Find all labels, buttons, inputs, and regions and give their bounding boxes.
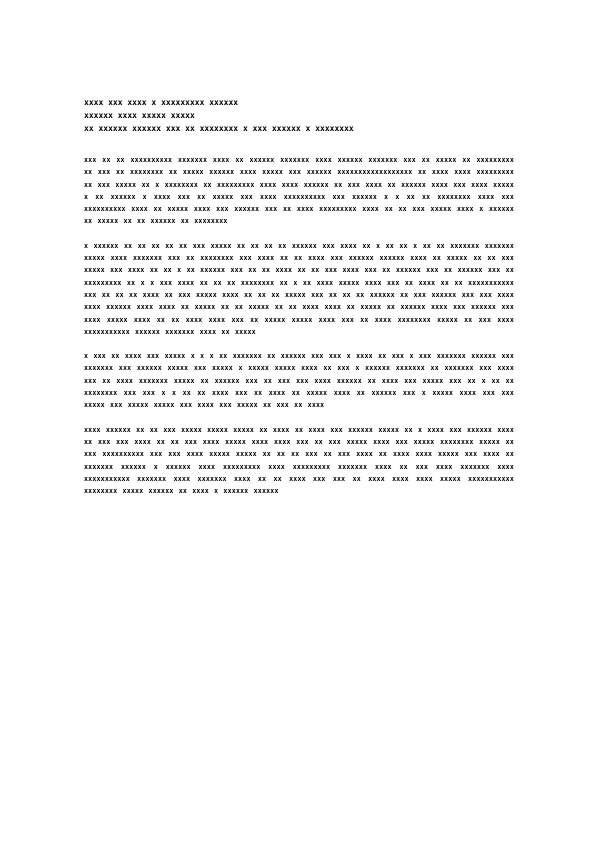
- document-body: [84, 154, 514, 497]
- document-byline: xx xxxxxx xxxxxx xxx xx xxxxxxxx x xxx xxxxxx x xxxxxxxx: [84, 124, 354, 133]
- document-title: xxxx xxx xxxx x xxxxxxxxx xxxxxx: [84, 98, 239, 107]
- document-header: [84, 96, 514, 135]
- paragraph-1: xxx xx xx xxxxxxxxxx xxxxxxx xxxx xx xxxxxx xxxxxxx xxxx xxxxxx xxxxxxx xxx xx xxxxx xx xxxxxxxxx xx xxx xx xxxxxxxx xx xxxxx xxxxxx xxxx xxxxx xxx xxxxxx xxxxxxxxxxxxxxxxxx xx xxxx xxxx xxxxxxxxx xx xxx xxxxx xx x xxxxxxxx xx xxxxxxxxx xxxx xxxx xxxxxx xx xxx xxxx xx xxxxxx xxxx xxx xxxx xxxxx x xx xxxxxx x xxxx xxx xx xxxxx xxx xxxx xxxxxxxxxx xxx xxxxxx x x xx xx xxxxxxxx xxxx xxx xxxxxxxxxx xxxx xx xxxxx xxxx xxx xxxxxx xxx xx xxxx xxxxxxxxx xxxx xx xx xxx xxxxx xxxx x xxxxxx xx xxxxx xx xx xxxxxx xx xxxxxxxx: [84, 156, 514, 226]
- paragraph-4: xxxx xxxxxx xx xx xxx xxxxx xxxxx xxxxx xx xxxx xx xxxx xxx xxxxxx xxxxx xx x xxxx xxx xxxxxx xxxx xx xxx xxx xxxx xx xx xxx xxxx xxxxx xxxx xxxx xxx xx xxx xxxxx xxxx xxx xxxxx xxxxxxxx xxxxx xx xxx xxxxxxxxxx xxx xxx xxxx xxxxx xxxxx xx xx xx xxx xx xxx xxxx xx xxxx xxxx xxxxx xxx xxxx xx xxxxxxx xxxxxx x xxxxxx xxxx xxxxxxxxx xxxx xxxxxxxxx xxxxxxx xxxx xx xxx xxxx xxxxxxx xxxx xxxxxxxxxxx xxxxxxx xxxx xxxxxxx xxxx xx xx xxxx xxx xxx xx xxxx xxxx xxxx xxxxx xxxxxxxxxxx xxxxxxxx xxxxx xxxxxx xx xxxx x xxxxxx xxxxxx: [84, 425, 514, 496]
- paragraph-2: x xxxxxx xx xx xx xx xx xxx xxxxx xx xx xx xx xxxxxx xxx xxxx xx x xx xx x xx xx xxxxxxx xxxxxxx xxxxx xxxx xxxxxxx xxx xx xxxxxxxx xxx xxxx xx xx xxxx xxx xxxxxx xxxxxx xxxx xx xxxxx xx xx xxx xxxxx xxx xxxx xx xx x xx xxxxxx xxx xx xx xxxx xx xx xxx xxxx xxx xx xxxxxx xxx xx xxxxxx xxx xx xxxxxxxxx xx x x xxx xxxx xx xx xx xxxxxxxx xx x xx xxxx xxxxx xxxx xxx xx xxxx xx xx xxxxxxxxxxx xxx xx xx xx xxxx xx xxx xxxxx xxxx xx xx xx xxxxx xxx xx xx xx xxxxxx xx xxx xxxxxx xxx xxx xxxx xxxx xxxxxx xxxx xxxx xx xxxxx xx xx xxxxx xx xx xxxx xxxx xx xxxxx xx xxxxxx xxxx xxx xxxxxx xxx xxxx xxxxx xxxx xx xx xxxx xxxx xxx xx xxxxx xxxxx xxxx xxx xx xxxx xxxxxxxx xxxxx xx xxx xxxx xxxxxxxxxxx xxxxxx xxxxxxx xxxx xx xxxxx: [84, 241, 514, 336]
- paragraph-3: x xxx xx xxxx xxx xxxxx x x x xx xxxxxxx xx xxxxxx xxx xxx x xxxx xx xxx x xxx xxxxxxx xxxxxx xxx xxxxxxx xxx xxxxxx xxxxx xxx xxxxx x xxxxx xxxxx xxxx xx xxx x xxxxxx xxxxxxx xx xxxxxxx xxx xxxx xxx xx xxxx xxxxxxx xxxxx xx xxxxxx xxx xx xxx xxx xxxx xxxxxx xx xxxx xxx xxxxx xxx xx x xx xx xxxxxxxx xxx xxx x x xx xx xxxx xxx xx xxxx xx xxxxx xxxx xx xxxxxx xxx x xxxxx xxxx xxx xxx xxxxx xxx xxxxx xxxxx xxx xxxx xxx xxxxx xx xxx xx xxxx: [84, 352, 514, 410]
- document-subtitle: xxxxxx xxxx xxxxx xxxxx: [84, 111, 195, 120]
